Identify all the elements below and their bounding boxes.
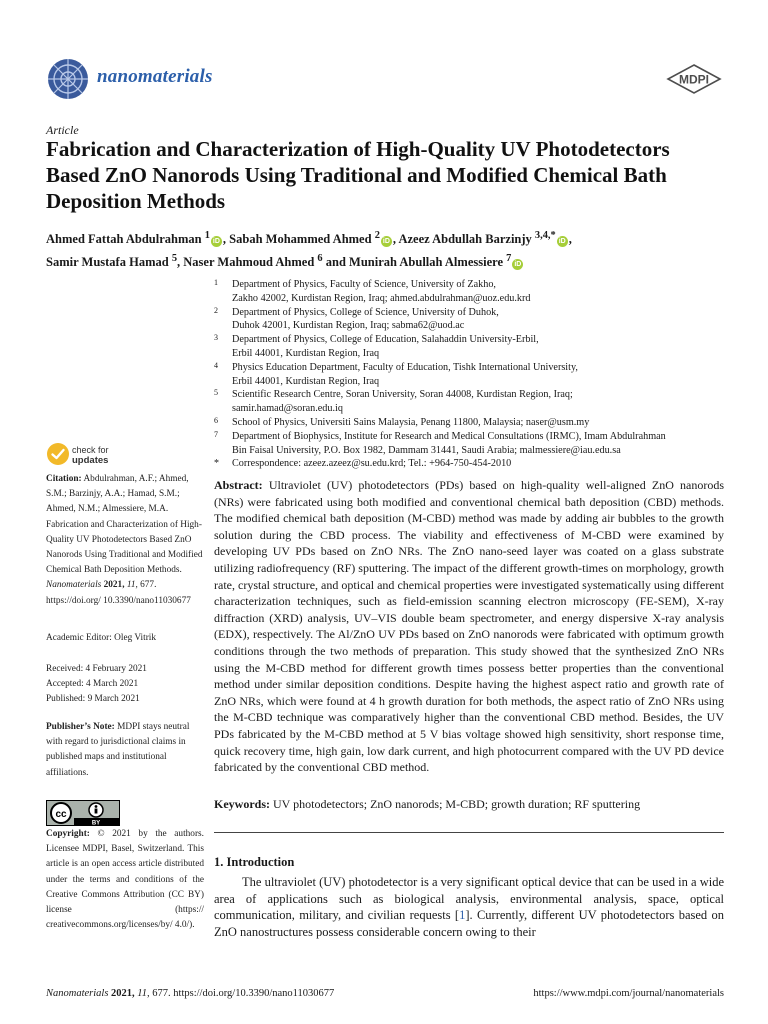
- publisher-name: MDPI: [679, 72, 709, 87]
- article-type: Article: [46, 123, 79, 137]
- section-divider: [214, 832, 724, 833]
- publishers-note: Publisher’s Note: MDPI stays neutral with regard to jurisdictional claims in published maps and institutional affiliations.: [46, 722, 190, 778]
- article-title: Fabrication and Characterization of High-Quality UV Photodetectors Based ZnO Nanorods Using Traditional and Modified Chemical Bath Deposition Methods: [46, 137, 670, 213]
- author[interactable]: Sabah Mohammed Ahmed $^2$iD ,: [229, 230, 399, 247]
- received-date: Received: 4 February 2021: [46, 664, 147, 674]
- citation-block: Citation: Abdulrahman, A.F.; Ahmed, S.M.; Barzinjy, A.A.; Hamad, S.M.; Ahmed, N.M.; Almessiere, M.A. Fabrication and Characterization of High-Quality UV Photodetectors Based ZnO Nanorods Using Traditional and Modified Chemical Bath Deposition Methods. Nanomaterials 2021, 11, 677. https://doi.org/ 10.3390/nano11030677: [46, 474, 203, 606]
- author[interactable]: Samir Mustafa Hamad $^5$,: [46, 253, 184, 270]
- affiliation-item: 2 Department of Physics, College of Science, University of Duhok, Duhok 42001, Kurdistan Region, Iraq; sabma62@uod.ac: [214, 305, 499, 332]
- author[interactable]: Naser Mahmoud Ahmed $^6$ and: [183, 253, 350, 270]
- reference-link[interactable]: 1: [459, 908, 466, 923]
- mdpi-logo-icon[interactable]: [666, 64, 722, 94]
- author[interactable]: Ahmed Fattah Abdulrahman $^1$iD ,: [46, 230, 230, 247]
- orcid-icon[interactable]: iD: [514, 261, 522, 269]
- footer-citation: Nanomaterials 2021, 11, 677. https://doi.org/10.3390/nano11030677: [46, 988, 335, 999]
- author-list: [46, 226, 726, 272]
- affiliation-item: 3 Department of Physics, College of Education, Salahaddin University-Erbil, Erbil 44001, Kurdistan Region, Iraq: [214, 333, 539, 359]
- footer-journal-url[interactable]: https://www.mdpi.com/journal/nanomaterials: [533, 988, 724, 999]
- author[interactable]: Munirah Abullah Almessiere $^7$iD: [349, 253, 522, 270]
- correspondence: * Correspondence: azeez.azeez@su.edu.krd; Tel.: +964-750-454-2010: [214, 458, 512, 470]
- check-for-updates-label[interactable]: check for updates: [72, 445, 109, 466]
- check-for-updates-icon[interactable]: [46, 442, 70, 466]
- orcid-icon[interactable]: iD: [212, 238, 220, 246]
- affiliation-item: 4 Physics Education Department, Faculty of Education, Tishk International University, Erbil 44001, Kurdistan Region, Iraq: [214, 360, 578, 387]
- keywords: Keywords: UV photodetectors; ZnO nanorods; M-CBD; growth duration; RF sputtering: [214, 797, 641, 811]
- orcid-icon[interactable]: iD: [382, 238, 390, 246]
- cc-by-label: BY: [91, 820, 101, 826]
- affiliation-item: 6 School of Physics, Universiti Sains Malaysia, Penang 11800, Malaysia; naser@usm.my: [214, 415, 590, 428]
- section-heading-introduction: 1. Introduction: [214, 855, 295, 869]
- academic-editor: Academic Editor: Oleg Vitrik: [46, 633, 157, 643]
- orcid-icon[interactable]: iD: [558, 238, 566, 246]
- cc-by-license-icon[interactable]: [46, 800, 120, 826]
- affiliation-item: 7 Department of Biophysics, Institute for Research and Medical Consultations (IRMC), Imam Abdulrahman Bin Faisal University, P.O. Box 1982, Dammam 31441, Saudi Arabia; malmessiere@iau.edu.sa: [214, 429, 666, 456]
- abstract: Abstract: Ultraviolet (UV) photodetectors (PDs) based on high-quality well-aligned ZnO nanorods (NRs) were fabricated using both modified and conventional chemical bath deposition (CBD) methods. The modified chemical bath deposition (M-CBD) method was made by adding air bubbles to the growth solution during the CBD process. The viability and effectiveness of M-CBD were examined by developing UV PDs based on ZnO NRs. The ZnO nano-seed layer was coated on a glass substrate utilizing radiofrequency (RF) sputtering. The impact of the different growth-times on morphology, growth rate, crystal structure, and optical and chemical properties were investigated systematically using different characterization techniques, such as field-emission scanning electron microscopy (FE-SEM), X-ray diffraction (XRD) analysis, UV–VIS double beam spectrometer, and energy dispersive X-ray analysis (EDX), respectively. The Al/ZnO UV PDs based on ZnO nanorods were fabricated with optimum growth conditions through the two methods of preparation. This study showed that the synthesized ZnO NRs using the M-CBD method for different growth times possess better properties than the conventional method under similar deposition conditions. Despite having the highest aspect ratio and growth rate of ZnO NRs, which were found at 4 h growth duration for both methods, the aspect ratio of ZnO NRs using the M-CBD technique was comparatively higher than the conventional CBD method. Besides, the UV PDs fabricated by the M-CBD method at 5 V bias voltage showed high sensitivity, short response time, quick recovery time, high gain, low dark current, and high photocurrent compared with the UV PD device fabricated by the conventional CBD method.: [214, 478, 725, 775]
- published-date: Published: 9 March 2021: [46, 694, 140, 705]
- introduction-paragraph: The ultraviolet (UV) photodetector is a very significant optical device that can be used in a wide area of applications such as biological analysis, environmental analysis, space, optical communication, military, and civilian requests [1]. Currently, different UV photodetectors based on ZnO nanostructures possess considerable concern owing to their: [214, 875, 724, 939]
- journal-logo-icon: [46, 57, 90, 101]
- affiliation-item: 1 Department of Physics, Faculty of Science, University of Zakho, Zakho 42002, Kurdistan Region, Iraq; ahmed.abdulrahman@uoz.edu.krd: [214, 278, 531, 304]
- affiliations: [214, 278, 724, 471]
- accepted-date: Accepted: 4 March 2021: [46, 679, 139, 690]
- svg-text:cc: cc: [55, 809, 67, 820]
- journal-name[interactable]: nanomaterials: [97, 66, 213, 87]
- dates-block: [46, 662, 204, 708]
- author[interactable]: Azeez Abdullah Barzinjy $^{3,4,*}$iD ,: [398, 230, 572, 247]
- copyright-block: Copyright: © 2021 by the authors. Licensee MDPI, Basel, Switzerland. This article is an open access article distributed under the terms and conditions of the Creative Commons Attribution (CC BY) license (https:// creativecommons.org/licenses/by/ 4.0/).: [46, 829, 204, 931]
- affiliation-item: 5 Scientific Research Centre, Soran University, Soran 44008, Kurdistan Region, Iraq; samir.hamad@soran.edu.iq: [214, 388, 573, 415]
